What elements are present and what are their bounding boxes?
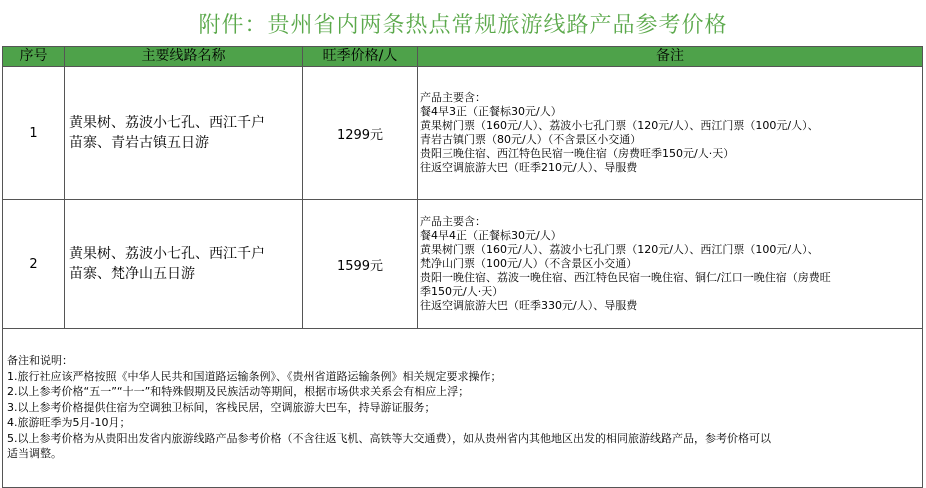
note-line: 青岩古镇门票（80元/人）（不含景区小交通） [420,133,642,146]
note-line: 贵阳一晚住宿、荔波一晚住宿、西江特色民宿一晚住宿、铜仁/江口一晚住宿（房费旺 [420,271,831,284]
note-line: 餐4早3正（正餐标30元/人） [420,105,562,118]
notes-cell [3,329,923,488]
header-row [3,47,923,67]
note-line: 产品主要含： [420,215,486,228]
notes-line: 4.旅游旺季为5月-10月； [7,416,131,429]
price-table [2,46,923,488]
row-number: 2 [3,200,65,329]
table-row [3,200,923,329]
route-line: 黄果树、荔波小七孔、西江千户 [69,115,265,131]
price-cell: 1299元 [303,67,418,200]
row-number: 1 [3,67,65,200]
price-cell: 1599元 [303,200,418,329]
header-route: 主要线路名称 [65,47,303,67]
table-row [3,67,923,200]
note-line: 黄果树门票（160元/人）、荔波小七孔门票（120元/人）、西江门票（100元/人）、 [420,119,819,132]
header-note: 备注 [418,47,923,67]
notes-line: 5.以上参考价格为从贵阳出发省内旅游线路产品参考价格（不含往返飞机、高铁等大交通费），如从贵州省内其他地区出发的相同旅游线路产品，参考价格可以 [7,431,771,445]
note-line: 贵阳三晚住宿、西江特色民宿一晚住宿（房费旺季150元/人·天） [420,147,735,160]
note-line: 餐4早4正（正餐标30元/人） [420,229,562,242]
note-line: 产品主要含： [420,91,486,104]
notes-row [3,329,923,488]
header-no: 序号 [3,47,65,67]
route-name [65,200,303,329]
note-cell [418,67,923,200]
route-line: 黄果树、荔波小七孔、西江千户 [69,246,265,262]
note-cell [418,200,923,329]
note-line: 季150元/人·天） [420,285,504,298]
route-line: 苗寨、青岩古镇五日游 [69,135,209,151]
page-title: 附件：贵州省内两条热点常规旅游线路产品参考价格 [198,12,728,38]
notes-line: 2.以上参考价格“五一”“十一”和特殊假期及民族活动等期间，根据市场供求关系会有相应上浮； [7,385,470,398]
note-line: 往返空调旅游大巴（旺季210元/人）、导服费 [420,161,638,174]
notes-line: 适当调整。 [7,447,62,460]
header-price: 旺季价格/人 [303,47,418,67]
notes-text [3,329,922,462]
route-line: 苗寨、梵净山五日游 [69,266,195,282]
notes-line: 1.旅行社应该严格按照《中华人民共和国道路运输条例》、《贵州省道路运输条例》相关规定要求操作； [7,369,502,383]
notes-line: 3.以上参考价格提供住宿为空调独卫标间，客栈民居，空调旅游大巴车，持导游证服务； [7,400,436,414]
route-name [65,67,303,200]
note-line: 梵净山门票（100元/人）（不含景区小交通） [420,257,638,270]
note-line: 往返空调旅游大巴（旺季330元/人）、导服费 [420,299,638,312]
notes-line: 备注和说明： [7,354,73,367]
note-line: 黄果树门票（160元/人）、荔波小七孔门票（120元/人）、西江门票（100元/人）、 [420,243,819,256]
